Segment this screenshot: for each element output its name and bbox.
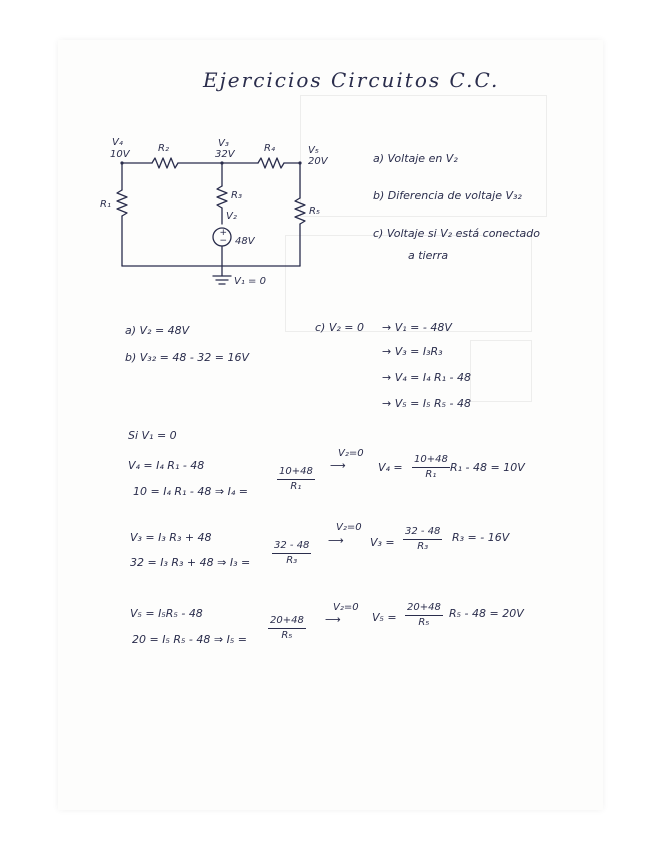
label-v4-name: V₄	[112, 137, 123, 148]
svg-text:+: +	[219, 228, 228, 238]
question-c-line2: a tierra	[408, 249, 449, 262]
question-a: a) Voltaje en V₂	[373, 152, 458, 165]
block1-result-fraction: $\frac{10+48}{\text{R₁}}$	[414, 454, 448, 480]
block2-line1: V₃ = I₃ R₃ + 48	[130, 531, 212, 544]
block3-line1: V₅ = I₅R₅ - 48	[130, 607, 203, 620]
resistor-r5	[295, 198, 305, 224]
block3-arrow: ⟶	[325, 613, 341, 626]
block2-line2: 32 = I₃ R₃ + 48 ⇒ I₃ =	[130, 556, 251, 569]
label-v4-value: 10V	[110, 149, 130, 160]
label-r5: R₅	[309, 206, 320, 217]
label-v5-value: 20V	[308, 156, 328, 167]
answer-c-item: → V₁ = - 48V	[382, 321, 452, 334]
label-v3-name: V₃	[218, 138, 229, 149]
label-v2: V₂	[226, 211, 237, 222]
label-v5-name: V₅	[308, 145, 319, 156]
resistor-r4	[258, 158, 284, 168]
block2-arrow: ⟶	[328, 534, 344, 547]
block1-result-pre: V₄ =	[378, 461, 403, 474]
block3-result-fraction: $\frac{20+48}{\text{R₅}}$	[407, 602, 441, 628]
resistor-r3	[217, 186, 227, 208]
question-b: b) Diferencia de voltaje V₃₂	[373, 189, 522, 202]
label-r4: R₄	[264, 143, 275, 154]
label-r1: R₁	[100, 199, 111, 210]
resistor-r1	[117, 190, 127, 216]
block3-arrow-label: V₂=0	[333, 602, 359, 613]
block1-arrow-label: V₂=0	[338, 448, 364, 459]
question-c-line1: c) Voltaje si V₂ está conectado	[373, 227, 540, 240]
label-ground: V₁ = 0	[234, 276, 266, 287]
block1-fraction: $\frac{10+48}{\text{R₁}}$	[279, 466, 313, 492]
block2-result-fraction: $\frac{32 - 48}{\text{R₃}}$	[405, 526, 441, 552]
label-source: 48V	[235, 236, 255, 247]
block2-fraction: $\frac{32 - 48}{\text{R₃}}$	[274, 540, 310, 566]
block3-fraction: $\frac{20+48}{\text{R₅}}$	[270, 615, 304, 641]
answer-c-item: → V₃ = I₃R₃	[382, 345, 443, 358]
block2-result-post: R₃ = - 16V	[452, 531, 510, 544]
label-r2: R₂	[158, 143, 169, 154]
svg-text:−: −	[219, 236, 228, 246]
block3-result-pre: V₅ =	[372, 611, 397, 624]
block1-line2: 10 = I₄ R₁ - 48 ⇒ I₄ =	[133, 485, 248, 498]
answer-b: b) V₃₂ = 48 - 32 = 16V	[125, 351, 250, 364]
label-r3: R₃	[231, 190, 242, 201]
answer-c-item: → V₅ = I₅ R₅ - 48	[382, 397, 472, 410]
block2-result-pre: V₃ =	[370, 536, 395, 549]
block1-result-post: R₁ - 48 = 10V	[450, 461, 525, 474]
answer-c-item: → V₄ = I₄ R₁ - 48	[382, 371, 472, 384]
work-condition: Si V₁ = 0	[128, 429, 177, 442]
resistor-r2	[152, 158, 178, 168]
answer-c-head: c) V₂ = 0	[315, 321, 364, 334]
page-title: Ejercicios Circuitos C.C.	[203, 68, 500, 92]
block2-arrow-label: V₂=0	[336, 522, 362, 533]
block3-line2: 20 = I₅ R₅ - 48 ⇒ I₅ =	[132, 633, 247, 646]
block1-line1: V₄ = I₄ R₁ - 48	[128, 459, 205, 472]
label-v3-value: 32V	[215, 149, 235, 160]
block3-result-post: R₅ - 48 = 20V	[449, 607, 524, 620]
block1-arrow: ⟶	[330, 459, 346, 472]
answer-a: a) V₂ = 48V	[125, 324, 190, 337]
